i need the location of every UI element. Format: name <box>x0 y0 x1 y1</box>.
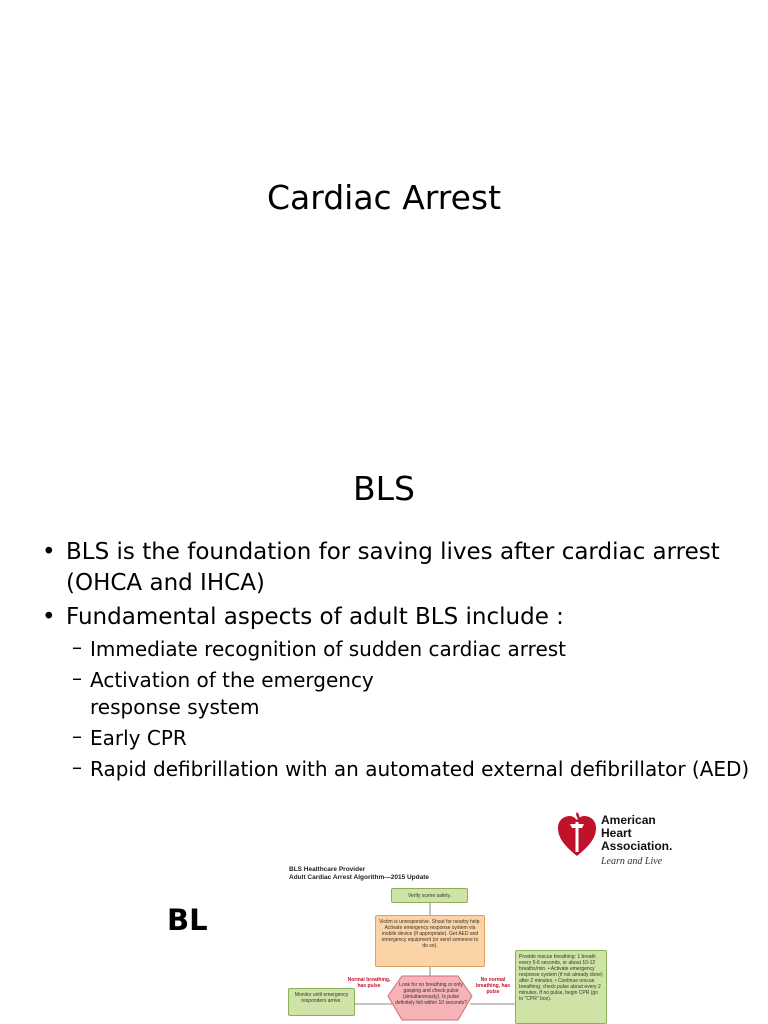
bullet-item <box>42 602 752 633</box>
sub-bullet-item <box>42 667 380 721</box>
heart-torch-icon <box>556 810 598 858</box>
verify-box: Verify scene safety. <box>391 888 468 903</box>
sub-bullet-text: Rapid defibrillation with an automated external defibrillator (AED) <box>90 757 750 781</box>
sub-bullet-item <box>42 725 752 752</box>
no-normal-breathing-label: No normal breathing, has pulse <box>475 977 511 995</box>
bullet-item <box>42 537 752 599</box>
rescue-breathing-box: Provide rescue breathing: 1 breath every 5-6 seconds, or about 10-12 breaths/min. • Activate emergency response system (if not already done) after 2 minutes. • Continue rescue breathing; check pulse about every 2 minutes. If no pulse, begin CPR (go to "CPR" box). <box>515 950 607 1024</box>
look-pulse-text: Look for no breathing or only gasping and check pulse (simultaneously). Is pulse definitely felt within 10 seconds? <box>395 982 467 1006</box>
victim-box: Victim is unresponsive. Shout for nearby help. Activate emergency response system via mobile device (if appropriate). Get AED and emergency equipment (or send someone to do so). <box>375 915 485 967</box>
bullet-text: Fundamental aspects of adult BLS include : <box>66 604 564 630</box>
sub-bullet-item <box>42 636 752 663</box>
dash-icon: – <box>72 635 82 659</box>
logo-tagline: Learn and Live <box>601 856 663 867</box>
bullet-text: BLS is the foundation for saving lives after cardiac arrest (OHCA and IHCA) <box>66 539 720 596</box>
dash-icon: – <box>72 666 82 690</box>
bullet-dot-icon: • <box>42 539 56 565</box>
dash-icon: – <box>72 724 82 748</box>
aha-logo <box>556 810 686 870</box>
slide-title: Cardiac Arrest <box>266 178 502 217</box>
normal-breathing-label: Normal breathing, has pulse <box>347 977 391 989</box>
dash-icon: – <box>72 755 82 779</box>
sub-bullet-text: Early CPR <box>90 726 187 750</box>
bullet-dot-icon: • <box>42 604 56 630</box>
logo-wordmark: American Heart Association. <box>601 813 673 853</box>
monitor-box: Monitor until emergency responders arrive. <box>288 988 355 1016</box>
slide-title: BLS <box>353 469 415 508</box>
sub-bullet-text: Immediate recognition of sudden cardiac arrest <box>90 637 567 661</box>
algorithm-title: BLS Healthcare Provider Adult Cardiac Arrest Algorithm—2015 Update <box>289 866 430 881</box>
sub-bullet-item <box>42 756 752 783</box>
sub-bullet-text: Activation of the emergency response system <box>90 668 374 719</box>
bullet-list <box>42 537 752 787</box>
slide-title: BL <box>167 903 208 937</box>
